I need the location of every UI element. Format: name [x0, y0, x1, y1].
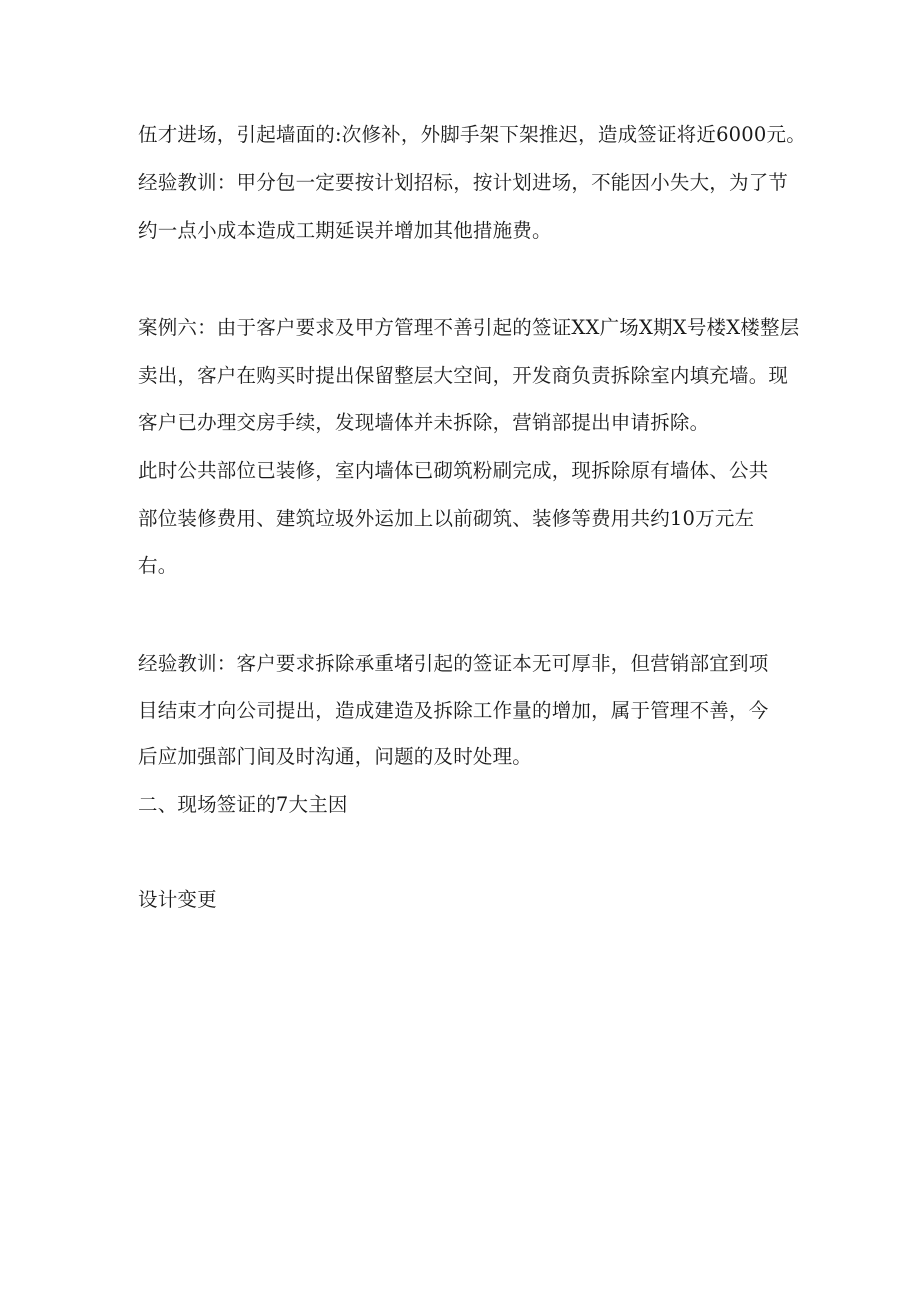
paragraph1-line3: 约一点小成本造成工期延误并增加其他措施费。 — [138, 219, 552, 242]
lesson2-line1: 经验教训：客户要求拆除承重堵引起的签证本无可厚非，但营销部宜到项 — [138, 652, 769, 675]
paragraph3-line3: 右。 — [138, 554, 178, 577]
case6-line1: 案例六：由于客户要求及甲方管理不善引起的签证XX广场X期X号楼X楼整层 — [138, 316, 800, 339]
paragraph1-line1: 伍才进场，引起墙面的:次修补，外脚手架下架推迟，造成签证将近6000元。 — [138, 123, 806, 146]
lesson2-line2: 目结束才向公司提出，造成建造及拆除工作量的增加，属于管理不善，今 — [138, 699, 769, 722]
case6-line3: 客户已办理交房手续，发现墙体并未拆除，营销部提出申请拆除。 — [138, 411, 710, 434]
lesson2-line3: 后应加强部门间及时沟通，问题的及时处理。 — [138, 745, 533, 768]
case6-line2: 卖出，客户在购买时提出保留整层大空间，开发商负责拆除室内填充墙。现 — [138, 364, 789, 387]
subheading: 设计变更 — [138, 888, 217, 911]
paragraph3-line1: 此时公共部位已装修，室内墙体已砌筑粉刷完成，现拆除原有墙体、公共 — [138, 459, 769, 482]
paragraph1-line2: 经验教训：甲分包一定要按计划招标，按计划进场，不能因小失大，为了节 — [138, 171, 789, 194]
paragraph3-line2: 部位装修费用、建筑垃圾外运加上以前砌筑、装修等费用共约10万元左 — [138, 507, 755, 530]
section-heading: 二、现场签证的7大主因 — [138, 793, 348, 816]
